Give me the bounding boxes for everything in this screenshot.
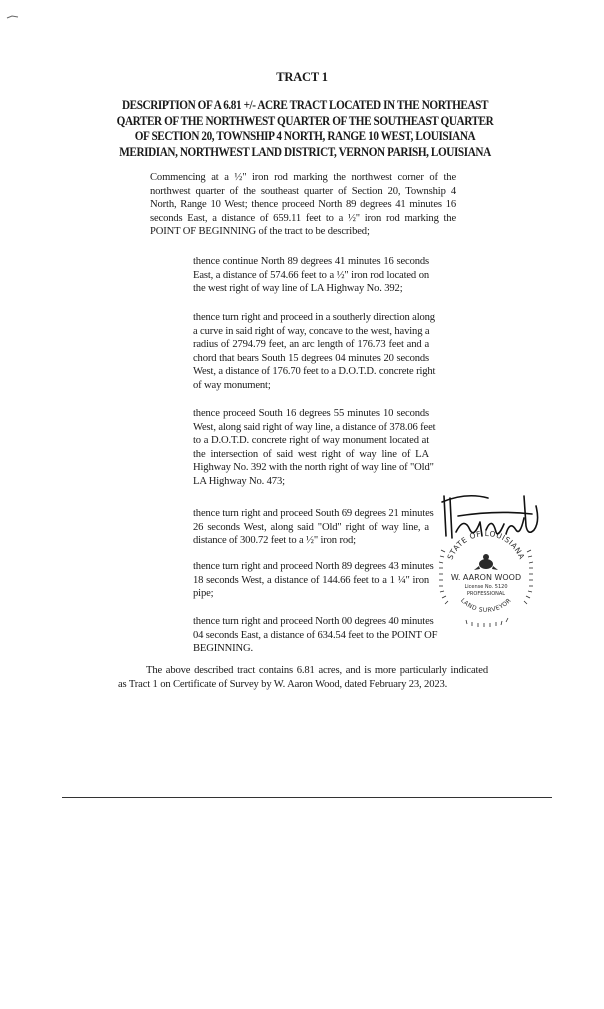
paragraph-line: 26 seconds West, along said "Old" right of way line, a bbox=[193, 521, 429, 533]
heading-line: MERIDIAN, NORTHWEST LAND DISTRICT, VERNON PARISH, LOUISIANA bbox=[119, 144, 491, 159]
paragraph-line: POINT OF BEGINNING of the tract to be described; bbox=[150, 226, 370, 237]
tract-heading bbox=[116, 98, 493, 160]
paragraph-line: the west right of way line of LA Highway No. 392; bbox=[193, 283, 403, 294]
paragraph-line: thence continue North 89 degrees 41 minutes 16 seconds bbox=[193, 256, 429, 267]
paragraph-line: thence proceed South 16 degrees 55 minutes 10 seconds bbox=[193, 408, 429, 419]
pelican-emblem bbox=[474, 554, 498, 570]
paragraph-line: of way monument; bbox=[193, 379, 271, 391]
call-paragraph-6 bbox=[193, 615, 438, 656]
paragraph-line: 18 seconds West, a distance of 144.66 feet to a 1 ¼" iron bbox=[193, 574, 429, 586]
paragraph-line: BEGINNING. bbox=[193, 643, 253, 654]
paragraph-line: West, a distance of 176.70 feet to a D.O.T.D. concrete right bbox=[193, 366, 436, 377]
paragraph-line: seconds East, a distance of 659.11 feet to a ½" iron rod marking the bbox=[150, 212, 456, 224]
call-paragraph-2 bbox=[193, 311, 436, 392]
closing-paragraph bbox=[118, 664, 488, 691]
paragraph-line: northwest quarter of the southeast quarter of Section 20, Township 4 bbox=[150, 185, 456, 197]
document-title: TRACT 1 bbox=[276, 70, 328, 84]
call-paragraph-5 bbox=[193, 560, 434, 601]
seal-state-text: STATE OF LOUISIANA bbox=[445, 528, 527, 561]
paragraph-line: radius of 2794.79 feet, an arc length of 176.73 feet and a bbox=[193, 339, 429, 350]
seal-surveyor-name: W. AARON WOOD bbox=[450, 573, 522, 582]
call-paragraph-4 bbox=[193, 507, 434, 548]
paragraph-line: a curve in said right of way, concave to the west, having a bbox=[193, 325, 430, 337]
call-paragraph-1 bbox=[193, 255, 429, 296]
paragraph-line: as Tract 1 on Certificate of Survey by W. Aaron Wood, dated February 23, 2023. bbox=[118, 678, 448, 690]
heading-line: QARTER OF THE NORTHWEST QUARTER OF THE SOUTHEAST QUARTER bbox=[116, 113, 494, 128]
paragraph-line: East, a distance of 574.66 feet to a ½" iron rod located on bbox=[193, 269, 429, 281]
paragraph-line: LA Highway No. 473; bbox=[193, 475, 285, 487]
commencement-paragraph bbox=[150, 171, 456, 239]
paragraph-line: North, Range 10 West; thence proceed North 89 degrees 41 minutes 16 bbox=[150, 199, 456, 210]
paragraph-line: thence turn right and proceed North 00 degrees 40 minutes bbox=[193, 616, 434, 627]
paragraph-line: pipe; bbox=[193, 588, 214, 599]
paragraph-line: Commencing at a ½" iron rod marking the northwest corner of the bbox=[150, 172, 456, 183]
seal-land-surveyor-text: LAND SURVEYOR bbox=[459, 597, 513, 615]
heading-line: OF SECTION 20, TOWNSHIP 4 NORTH, RANGE 10 WEST, LOUISIANA bbox=[134, 129, 476, 143]
page-divider-rule bbox=[62, 797, 552, 798]
paragraph-line: thence turn right and proceed North 89 degrees 43 minutes bbox=[193, 561, 434, 572]
paragraph-line: chord that bears South 15 degrees 04 minutes 20 seconds bbox=[193, 352, 429, 364]
surveyor-signature bbox=[436, 486, 546, 548]
paragraph-line: Highway No. 392 with the north right of way line of "Old" bbox=[193, 462, 434, 473]
seal-license-number: License No. 5120 bbox=[464, 584, 508, 590]
heading-line: DESCRIPTION OF A 6.81 +/- ACRE TRACT LOCATED IN THE NORTHEAST bbox=[121, 98, 489, 112]
paragraph-line: thence turn right and proceed in a southerly direction along bbox=[193, 312, 435, 323]
seal-professional-text: PROFESSIONAL bbox=[466, 591, 506, 597]
paragraph-line: thence turn right and proceed South 69 degrees 21 minutes bbox=[193, 508, 434, 519]
call-paragraph-3 bbox=[193, 407, 436, 488]
paragraph-line: West, along said right of way line, a distance of 378.06 feet bbox=[193, 421, 436, 433]
paragraph-line: to a D.O.T.D. concrete right of way monument located at bbox=[193, 435, 429, 446]
paragraph-line: The above described tract contains 6.81 acres, and is more particularly indicated bbox=[146, 665, 488, 676]
scan-speck-mark bbox=[6, 14, 20, 20]
paragraph-line: distance of 300.72 feet to a ½" iron rod; bbox=[193, 535, 356, 546]
paragraph-line: 04 seconds East, a distance of 634.54 feet to the POINT OF bbox=[193, 629, 438, 641]
paragraph-line: the intersection of said west right of way line of LA bbox=[193, 448, 429, 460]
